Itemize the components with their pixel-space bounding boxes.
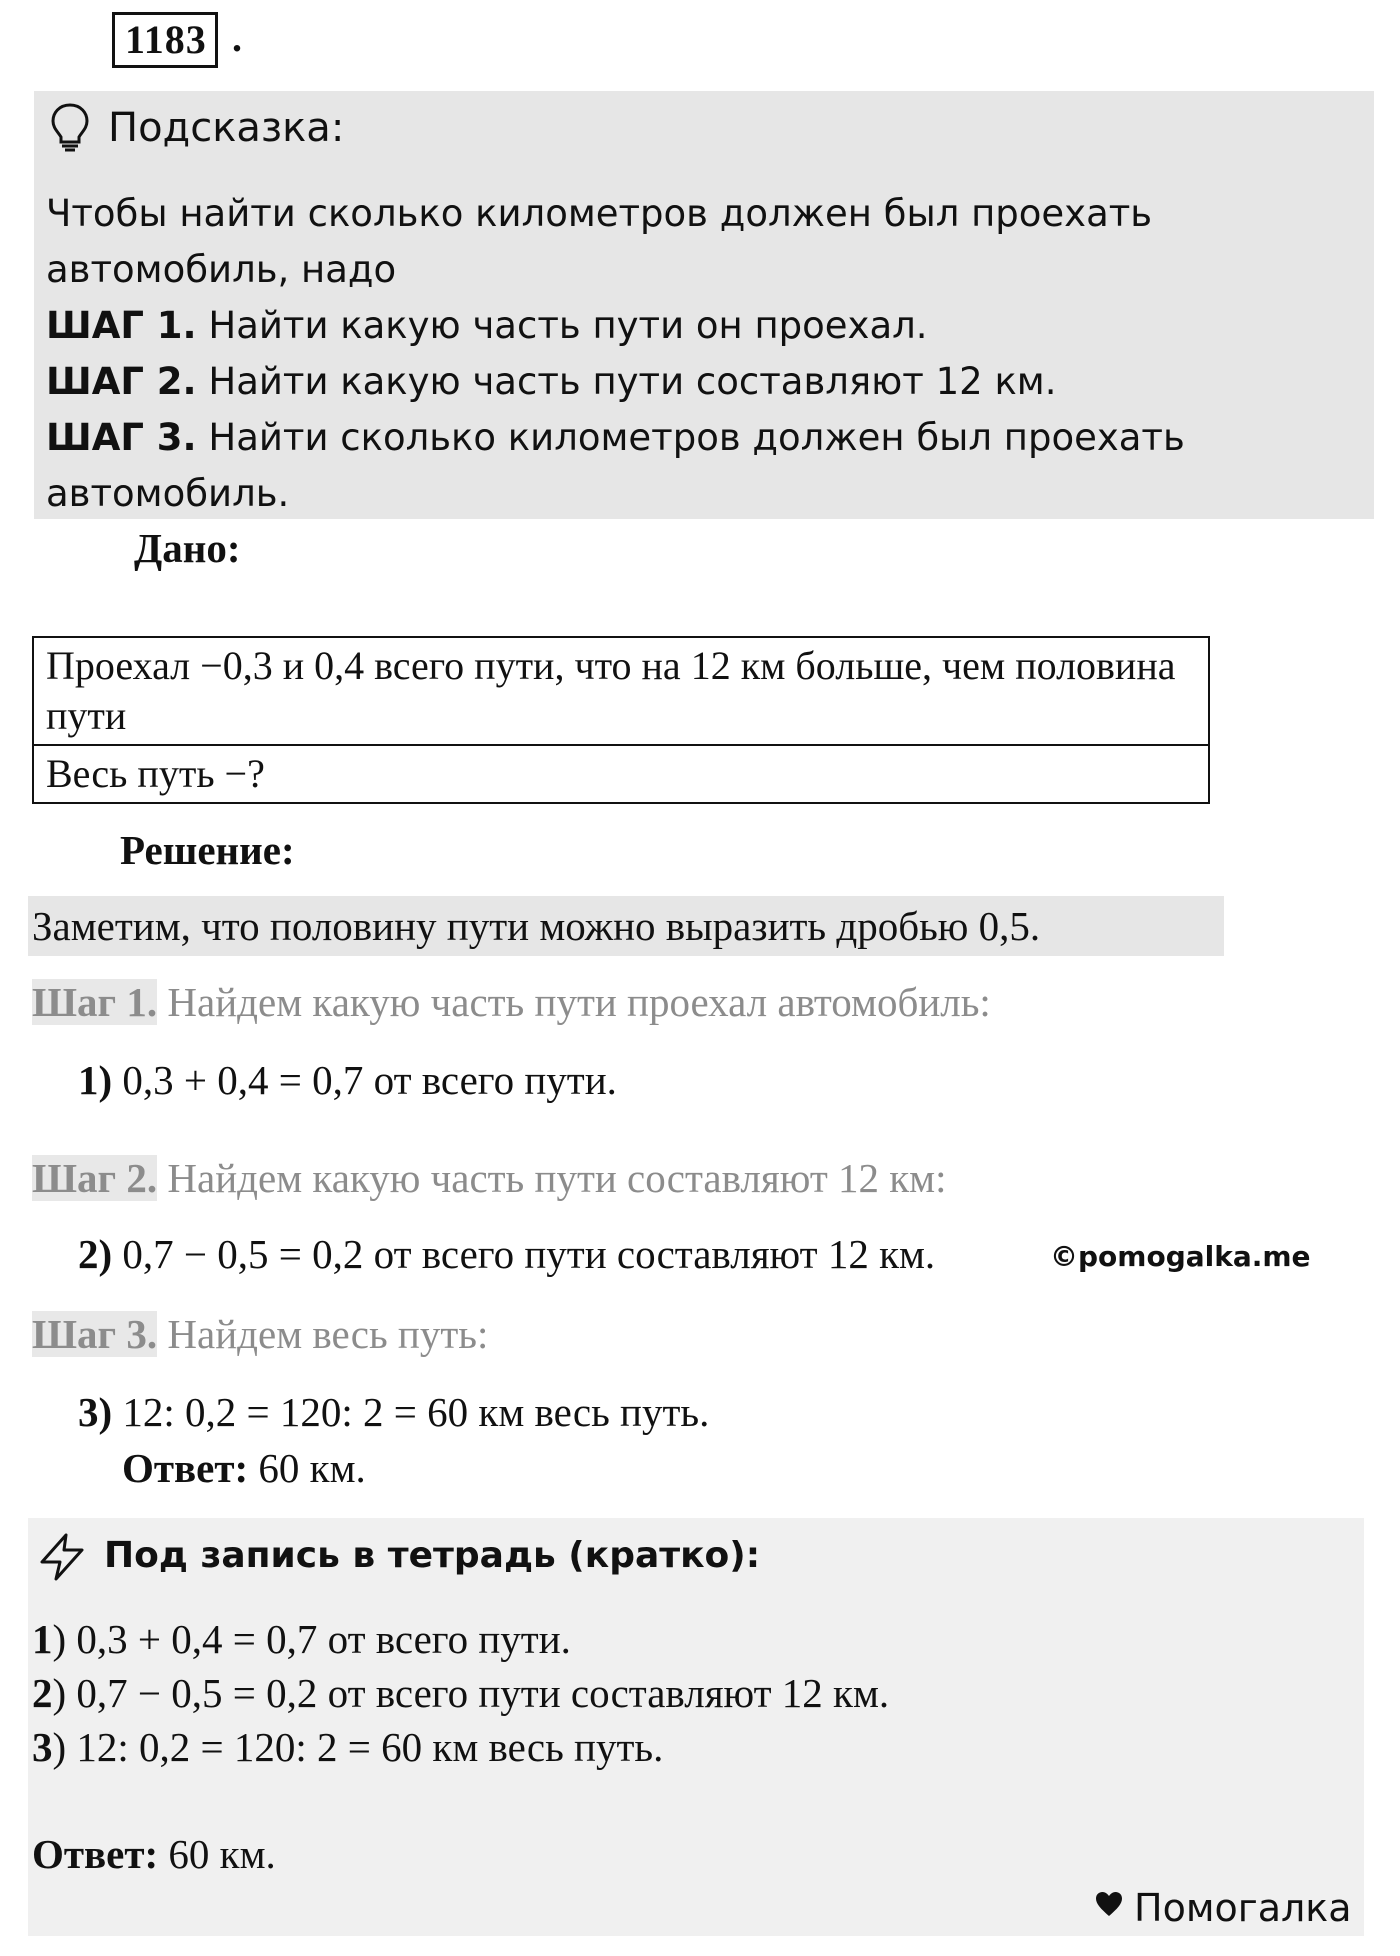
step-3-text: Найдем весь путь: xyxy=(157,1311,489,1357)
step-3-tag: Шаг 3. xyxy=(32,1311,158,1357)
watermark: ©pomogalka.me xyxy=(1050,1240,1311,1273)
solution-step-1 xyxy=(32,974,991,1030)
calc-3-expr: 12: 0,2 = 120: 2 = 60 км весь путь. xyxy=(112,1389,710,1435)
lightbulb-icon xyxy=(50,102,90,152)
notebook-line-1 xyxy=(32,1612,889,1666)
solution-step-2 xyxy=(32,1150,947,1206)
calc-1 xyxy=(78,1052,617,1108)
step-1-text: Найдем какую часть пути проехал автомобиль: xyxy=(157,979,991,1025)
notebook-line-2-num: 2 xyxy=(32,1670,53,1716)
given-cell-total: Весь путь −? xyxy=(33,745,1209,803)
brand-label: Помогалка xyxy=(1134,1886,1352,1930)
calc-3 xyxy=(78,1384,709,1440)
hint-step-1-tag: ШАГ 1. xyxy=(46,304,197,347)
calc-1-num: 1) xyxy=(78,1057,113,1103)
calc-2-num: 2) xyxy=(78,1231,113,1277)
answer xyxy=(122,1440,366,1496)
notebook-line-1-num: 1 xyxy=(32,1616,53,1662)
solution-step-3 xyxy=(32,1306,488,1362)
calc-2 xyxy=(78,1226,935,1282)
step-2-text: Найдем какую часть пути составляют 12 км: xyxy=(157,1155,947,1201)
hint-step-3-tag: ШАГ 3. xyxy=(46,416,197,459)
notebook-line-3-num: 3 xyxy=(32,1724,53,1770)
solution-note: Заметим, что половину пути можно выразить дробью 0,5. xyxy=(32,903,1041,949)
answer-value: 60 км. xyxy=(248,1445,366,1491)
hint-step-1 xyxy=(46,298,1286,354)
hint-step-3-text: Найти сколько километров должен был проехать автомобиль. xyxy=(46,416,1185,515)
answer-label: Ответ: xyxy=(122,1445,249,1491)
given-table xyxy=(32,636,1210,804)
hint-step-1-text: Найти какую часть пути он проехал. xyxy=(196,304,928,347)
step-1-tag: Шаг 1. xyxy=(32,979,158,1025)
problem-number-dot: . xyxy=(232,15,242,60)
given-row xyxy=(33,745,1209,803)
given-cell-distance: Проехал −0,3 и 0,4 всего пути, что на 12 км больше, чем половина пути xyxy=(33,637,1209,745)
given-row xyxy=(33,637,1209,745)
calc-3-num: 3) xyxy=(78,1389,113,1435)
notebook-answer xyxy=(32,1826,276,1882)
hint-step-2-text: Найти какую часть пути составляют 12 км. xyxy=(196,360,1057,403)
heart-icon xyxy=(1094,1890,1124,1918)
solution-title: Решение: xyxy=(120,827,295,873)
notebook-line-3-text: ) 12: 0,2 = 120: 2 = 60 км весь путь. xyxy=(52,1724,664,1770)
problem-number: 1183 xyxy=(112,12,218,68)
given-title: Дано: xyxy=(134,525,241,571)
hint-step-2-tag: ШАГ 2. xyxy=(46,360,197,403)
notebook-line-2-text: ) 0,7 − 0,5 = 0,2 от всего пути составляют 12 км. xyxy=(52,1670,890,1716)
hint-step-2 xyxy=(46,354,1286,410)
notebook-answer-label: Ответ: xyxy=(32,1831,159,1877)
hint-step-3 xyxy=(46,410,1286,522)
calc-1-expr: 0,3 + 0,4 = 0,7 от всего пути. xyxy=(112,1057,617,1103)
hint-body xyxy=(46,186,1286,522)
step-2-tag: Шаг 2. xyxy=(32,1155,158,1201)
notebook-line-2 xyxy=(32,1666,889,1720)
hint-intro: Чтобы найти сколько километров должен был проехать автомобиль, надо xyxy=(46,192,1153,291)
notebook-line-1-text: ) 0,3 + 0,4 = 0,7 от всего пути. xyxy=(52,1616,571,1662)
lightning-icon xyxy=(36,1532,88,1582)
calc-2-expr: 0,7 − 0,5 = 0,2 от всего пути составляют 12 км. xyxy=(112,1231,936,1277)
notebook-answer-value: 60 км. xyxy=(158,1831,276,1877)
notebook-line-3 xyxy=(32,1720,889,1774)
notebook-lines xyxy=(32,1612,889,1774)
notebook-title: Под запись в тетрадь (кратко): xyxy=(104,1535,761,1576)
hint-title: Подсказка: xyxy=(108,105,345,151)
